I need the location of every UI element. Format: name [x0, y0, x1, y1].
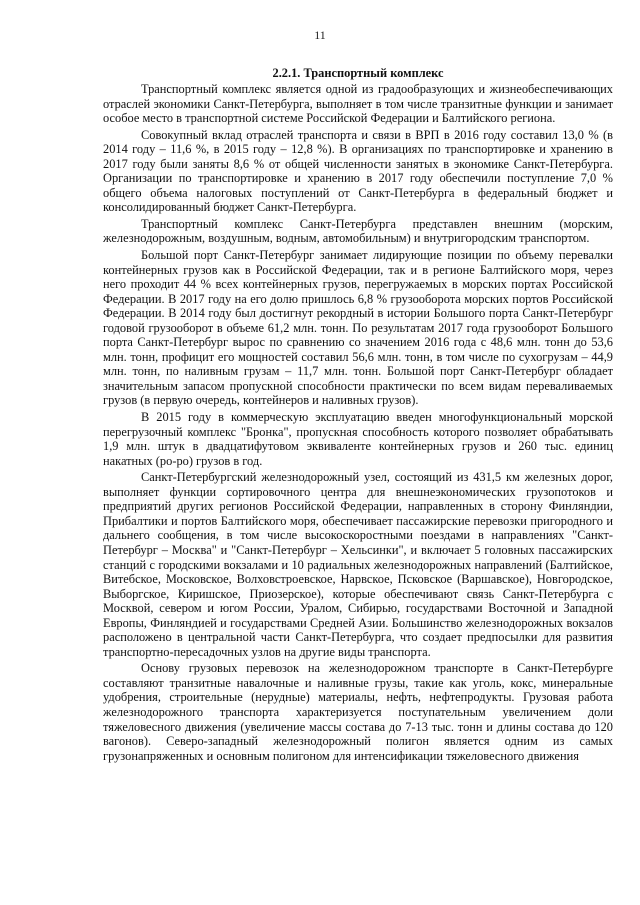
paragraph: Большой порт Санкт-Петербург занимает лидирующие позиции по объему перевалки контейнерных грузов как в Российской Федерации, так и в регионе Балтийского моря, через него проходит 44 % всех контейнерных грузов, перегружаемых в морских портах Российской Федерации. В 2017 году на его долю пришлось 6,8 % грузооборота морских портов Российской Федерации. В 2014 году был достигнут рекордный в истории Большого порта Санкт-Петербург годовой грузооборот в объеме 61,2 млн. тонн. По результатам 2017 года грузооборот Большого порта Санкт-Петербург вырос по сравнению со значением 2016 года с 48,6 млн. тонн до 53,6 млн. тонн, профицит его мощностей составил 56,6 млн. тонн, в том числе по сухогрузам – 44,9 млн. тонн, по наливным грузам – 11,7 млн. тонн. Большой порт Санкт-Петербург обладает значительным запасом пропускной способности практически по всем видам переваливаемых грузов (в первую очередь, контейнеров и наливных грузов).: [103, 248, 613, 408]
paragraph: Основу грузовых перевозок на железнодорожном транспорте в Санкт-Петербурге составляют транзитные навалочные и наливные грузы, такие как уголь, кокс, минеральные удобрения, строительные (нерудные) материалы, нефть, нефтепродукты. Грузовая работа железнодорожного транспорта характеризуется поступательным увеличением доли тяжеловесного движения (увеличение массы состава до 7-13 тыс. тонн и длины состава до 120 вагонов). Северо-западный железнодорожный полигон является одним из самых грузонапряженных и основным полигоном для интенсификации тяжеловесного движения: [103, 661, 613, 763]
paragraph: Санкт-Петербургский железнодорожный узел, состоящий из 431,5 км железных дорог, выполняет функции сортировочного центра для внешнеэкономических грузопотоков и предприятий других регионов Российской Федерации, направленных в сторону Финляндии, Прибалтики и портов Балтийского моря, обеспечивает пассажирские перевозки пригородного и дальнего сообщения, в том числе высокоскоростными поездами в направлениях "Санкт-Петербург – Москва" и "Санкт-Петербург – Хельсинки", и включает 5 головных пассажирских станций с городскими вокзалами и 10 радиальных железнодорожных направлений (Балтийское, Витебское, Московское, Волховстроевское, Нарвское, Псковское (Варшавское), Новгородское, Выборгское, Киришское, Приозерское), которые обеспечивают связь Санкт-Петербурга с Москвой, севером и югом России, Уралом, Сибирью, государствами Восточной и Западной Европы, Финляндией и государствами Средней Азии. Большинство железнодорожных вокзалов расположено в центральной части Санкт-Петербурга, что создает предпосылки для развития транспортно-пересадочных узлов на другие виды транспорта.: [103, 470, 613, 659]
page-number: 11: [314, 28, 326, 42]
paragraph: Транспортный комплекс является одной из градообразующих и жизнеобеспечивающих отраслей экономики Санкт-Петербурга, выполняет в том числе транзитные функции и занимает особое место в транспортной системе Российской Федерации и Балтийского региона.: [103, 82, 613, 126]
paragraph: Совокупный вклад отраслей транспорта и связи в ВРП в 2016 году составил 13,0 % (в 2014 году – 11,6 %, в 2015 году – 12,8 %). В организациях по транспортировке и хранению в 2017 году были заняты 8,6 % от общей численности занятых в экономике Санкт-Петербурга. Организации по транспортировке и хранению в 2017 году обеспечили поступление 7,0 % общего объема налоговых поступлений от Санкт-Петербурга в федеральный бюджет и консолидированный бюджет Санкт-Петербурга.: [103, 127, 613, 215]
paragraph: В 2015 году в коммерческую эксплуатацию введен многофункциональный морской перегрузочный комплекс "Бронка", пропускная способность которого позволяет обрабатывать 1,9 млн. штук в двадцатифутовом эквиваленте контейнерных грузов и 260 тыс. единиц накатных (ро-ро) грузов в год.: [103, 410, 613, 468]
document-body: [103, 66, 613, 765]
section-title: 2.2.1. Транспортный комплекс: [272, 66, 444, 80]
paragraph: Транспортный комплекс Санкт-Петербурга представлен внешним (морским, железнодорожным, воздушным, водным, автомобильным) и внутригородским транспортом.: [103, 216, 613, 246]
